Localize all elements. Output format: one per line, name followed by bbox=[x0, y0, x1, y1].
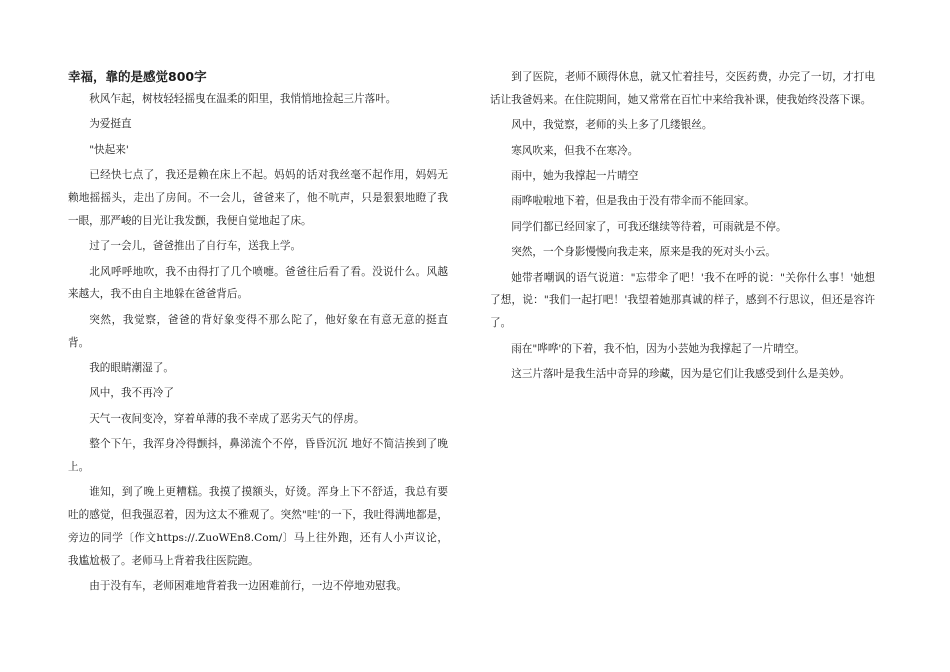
paragraph: 为爱挺直 bbox=[89, 118, 132, 131]
document-title: 幸福，靠的是感觉800字 bbox=[68, 69, 207, 84]
paragraph: 天气一夜间变冷，穿着单薄的我不幸成了恶劣天气的俘虏。 bbox=[89, 412, 365, 425]
paragraph: 突然，我觉察，爸爸的背好象变得不那么陀了，他好象在有意无意的挺直背。 bbox=[68, 313, 448, 349]
paragraph: 雨在"哗哗'的下着，我不怕，因为小芸她为我撑起了一片晴空。 bbox=[511, 342, 806, 355]
paragraph: 我的眼睛潮湿了。 bbox=[89, 361, 174, 374]
paragraph: 谁知，到了晚上更糟糕。我摸了摸额头，好烫。浑身上下不舒适，我总有要吐的感觉，但我强忍着，因为这太不雅观了。突然"哇'的一下，我吐得满地都是，旁边的同学〔作文https://.ZuoWEn8.Com/〕马上往外跑，还有人小声议论，我尴尬极了。老师马上背着我往医院跑。 bbox=[68, 486, 448, 567]
paragraph: 她带者嘲讽的语气说道："忘带伞了吧！'我不在呼的说："关你什么事！'她想了想，说："我们一起打吧！'我望着她那真诚的样子，感到不行思议，但还是容许了。 bbox=[490, 271, 875, 330]
paragraph: 秋风乍起，树枝轻轻摇曳在温柔的阳里，我悄悄地捡起三片落叶。 bbox=[89, 93, 397, 105]
paragraph: 同学们都已经回家了，可我还继续等待着，可雨就是不停。 bbox=[511, 220, 787, 233]
paragraph: 风中，我不再冷了 bbox=[89, 387, 174, 400]
paragraph: 雨哗啦啦地下着，但是我由于没有带伞而不能回家。 bbox=[511, 195, 755, 208]
paragraph: 寒风吹来，但我不在寒冷。 bbox=[511, 144, 639, 157]
paragraph: 这三片落叶是我生活中奇异的珍藏，因为是它们让我感受到什么是美妙。 bbox=[511, 367, 851, 380]
paragraph: 雨中，她为我撑起一片晴空 bbox=[511, 169, 639, 182]
paragraph: 已经快七点了，我还是赖在床上不起。妈妈的话对我丝毫不起作用，妈妈无赖地摇摇头，走出了房间。不一会儿，爸爸来了，他不吭声，只是狠狠地瞪了我一眼，那严峻的目光让我发颤，我便自觉地起了床。 bbox=[68, 169, 448, 227]
paragraph: 风中，我觉察，老师的头上多了几缕银丝。 bbox=[511, 119, 713, 132]
paragraph: 整个下午，我浑身冷得颤抖，鼻涕流个不停，昏昏沉沉 地好不简洁挨到了晚上。 bbox=[68, 438, 448, 473]
paragraph: 过了一会儿，爸爸推出了自行车，送我上学。 bbox=[89, 240, 302, 253]
paragraph: 到了医院，老师不顾得休息，就又忙着挂号，交医药费，办完了一切，才打电话让我爸妈来。在住院期间，她又常常在百忙中来给我补课，使我始终没落下课。 bbox=[490, 71, 875, 106]
paragraph: "快起来' bbox=[89, 143, 129, 156]
paragraph: 北风呼呼地吹，我不由得打了几个喷嚏。爸爸往后看了看。没说什么。风越来越大，我不由自主地躲在爸爸背后。 bbox=[68, 265, 448, 301]
paragraph: 突然，一个身影慢慢向我走来，原来是我的死对头小云。 bbox=[511, 246, 777, 259]
left-column bbox=[68, 66, 448, 600]
right-column bbox=[490, 66, 875, 388]
paragraph: 由于没有车，老师困难地背着我一边困难前行，一边不停地劝慰我。 bbox=[89, 580, 407, 593]
